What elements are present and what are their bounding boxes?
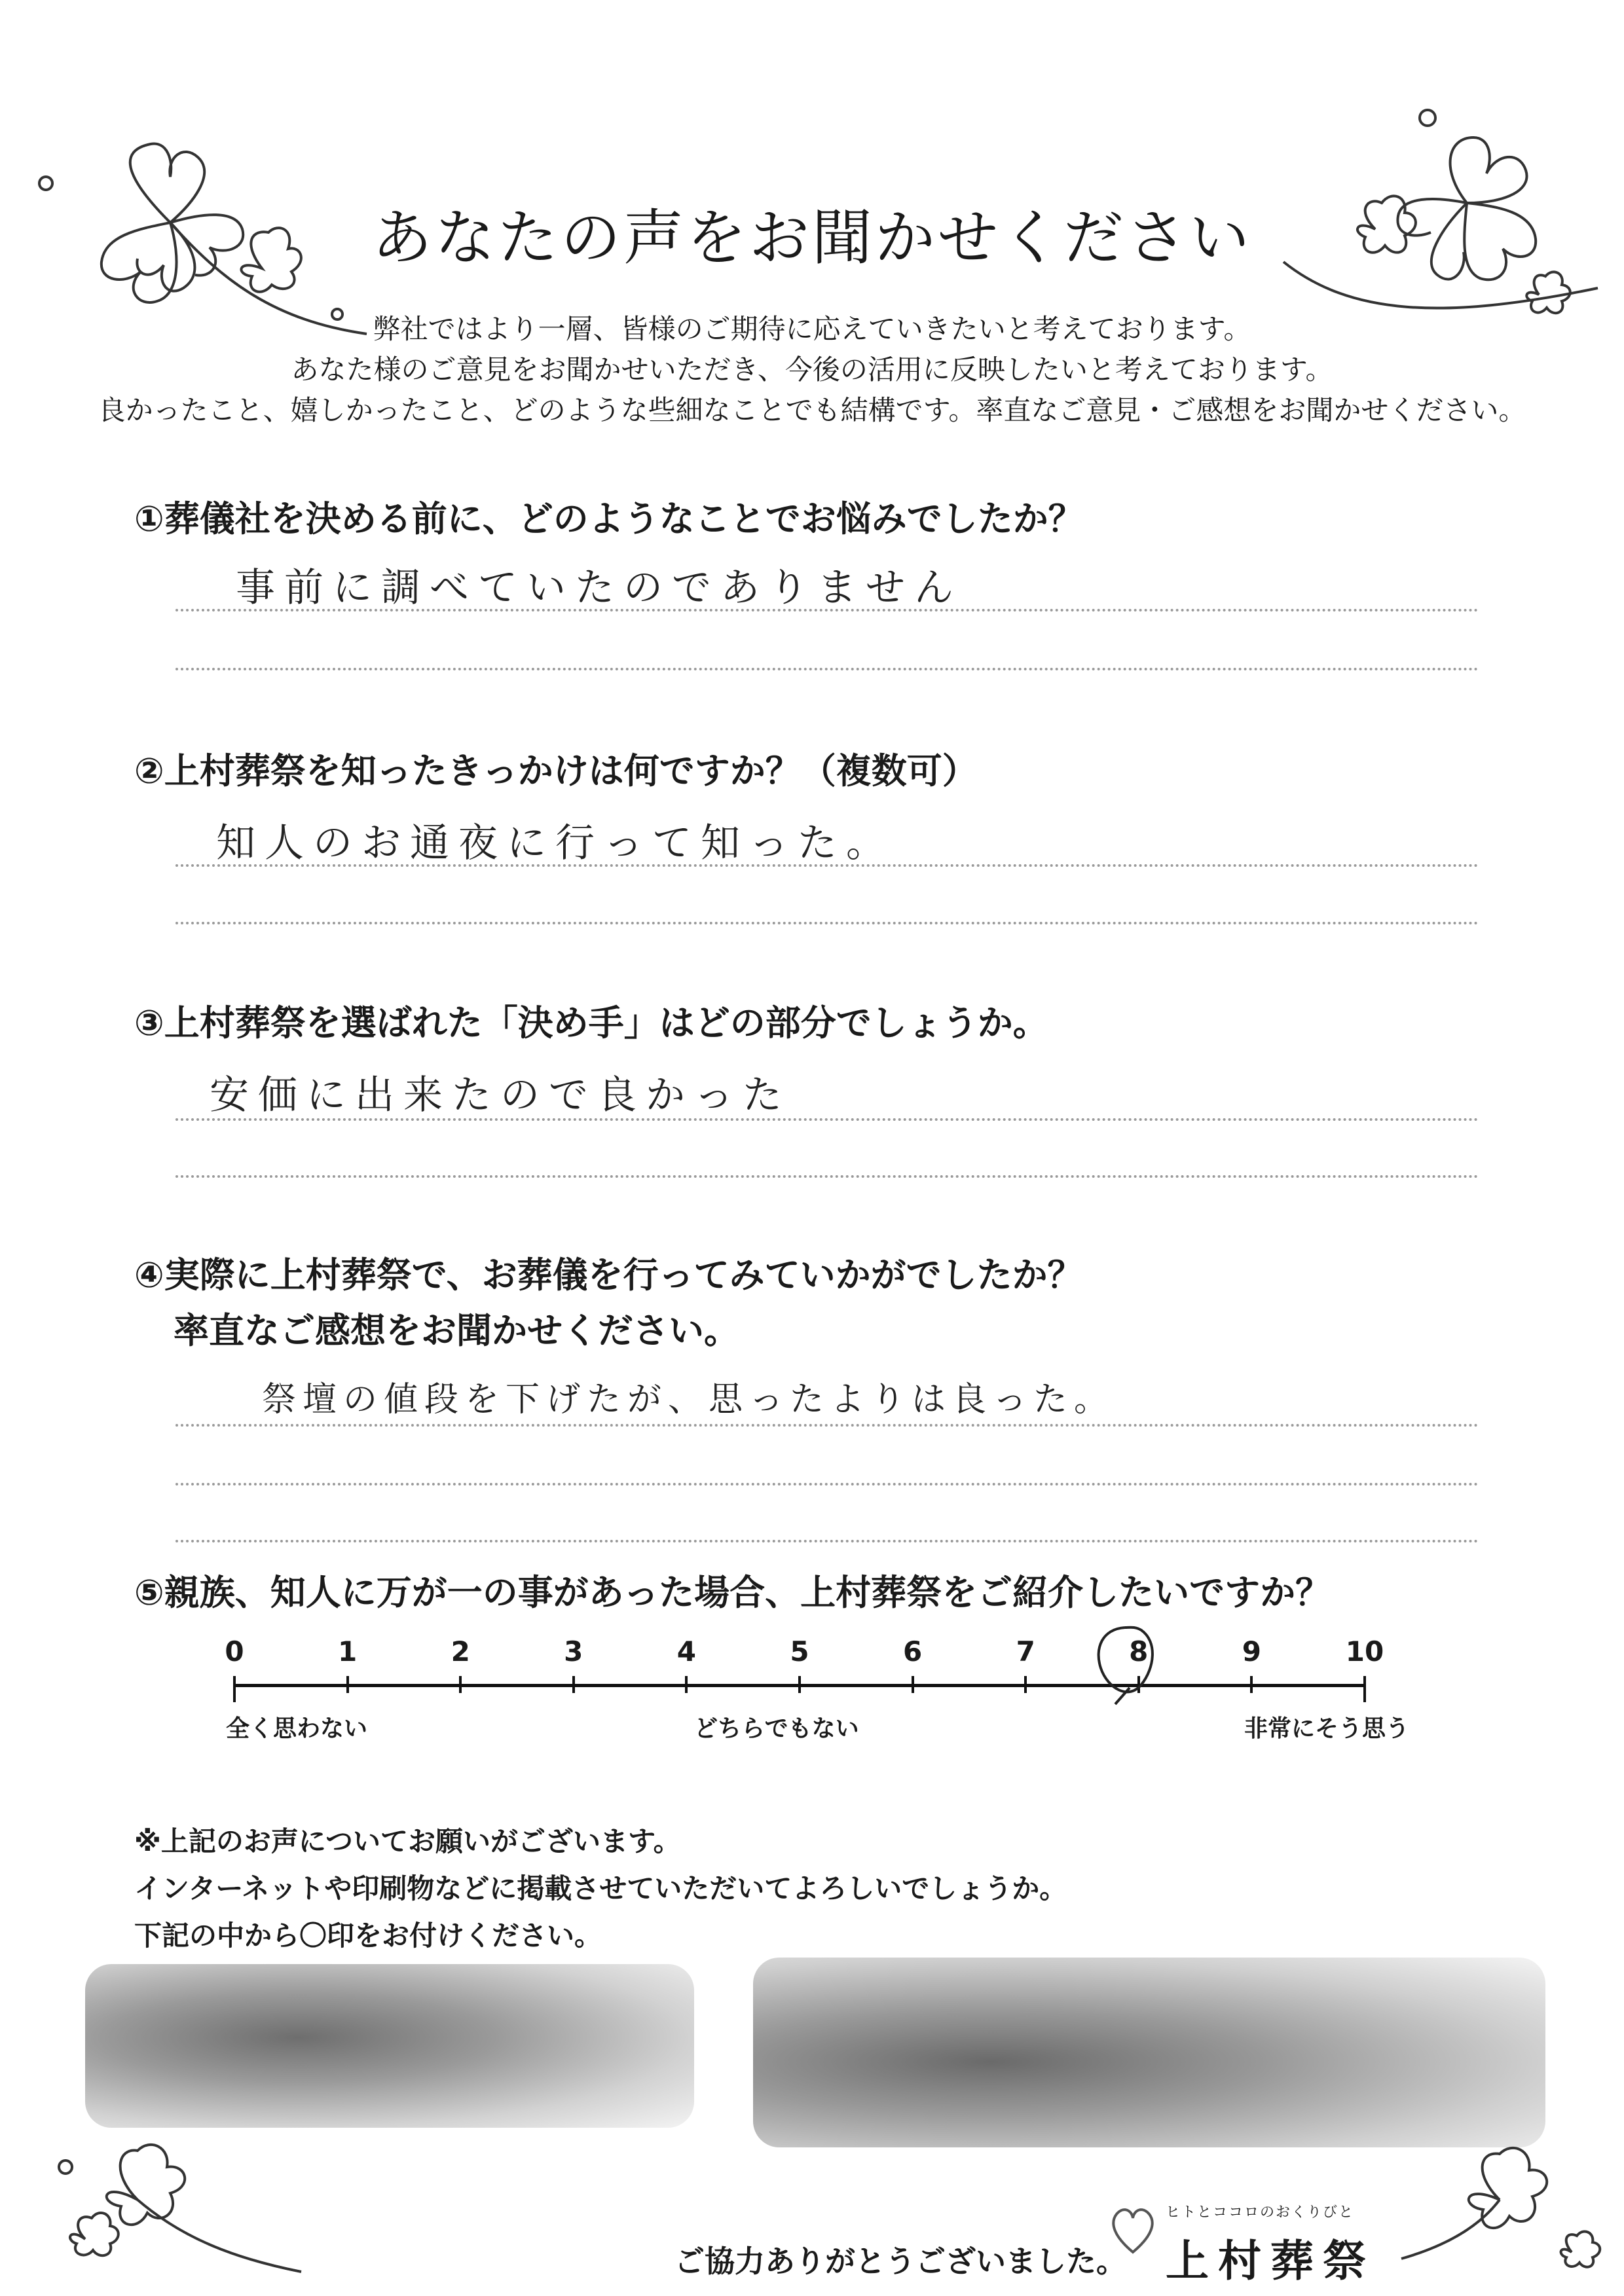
answer-1-handwritten: 事前に調べていたのでありません (236, 565, 963, 611)
scale-number-3: 3 (564, 1635, 583, 1667)
scale-tick (798, 1676, 801, 1693)
scale-number-2: 2 (451, 1635, 470, 1667)
note-line-2: インターネットや印刷物などに掲載させていただいてよろしいでしょうか。 (134, 1872, 1067, 1904)
scale-tick (1250, 1676, 1253, 1693)
answer-line (175, 1175, 1479, 1178)
company-tagline: ヒトとココロのおくりびと (1166, 2204, 1355, 2221)
scale-number-10: 10 (1345, 1635, 1384, 1667)
scale-tick (572, 1676, 575, 1693)
answer-4-handwritten: 祭壇の値段を下げたが、思ったよりは良った。 (262, 1380, 1115, 1419)
answer-line (175, 1540, 1479, 1542)
clover-decoration-bottom-right (1388, 2128, 1611, 2285)
intro-line-2: あなた様のご意見をお聞かせいただき、今後の活用に反映したいと考えております。 (291, 354, 1333, 386)
page-title: あなたの声をお聞かせください (371, 203, 1252, 273)
scale-number-4: 4 (676, 1635, 696, 1667)
clover-decoration-bottom-left (39, 2121, 314, 2285)
thanks-message: ご協力ありがとうございました。 (674, 2244, 1126, 2279)
question-4: ④実際に上村葬祭で、お葬儀を行ってみていかがでしたか？ (134, 1254, 1083, 1296)
answer-line (175, 864, 1479, 867)
answer-line (175, 1424, 1479, 1427)
scale-number-0: 0 (225, 1635, 244, 1667)
scale-number-6: 6 (902, 1635, 923, 1667)
scale-tick (912, 1676, 914, 1693)
question-5: ⑤親族、知人に万が一の事があった場合、上村葬祭をご紹介したいですか？ (134, 1572, 1331, 1613)
answer-2-handwritten: 知人のお通夜に行って知った。 (216, 820, 895, 866)
scale-label-right: 非常にそう思う (1244, 1715, 1410, 1742)
note-line-3: 下記の中から〇印をお付けください。 (134, 1920, 602, 1952)
answer-line (175, 668, 1479, 670)
scale-number-1: 1 (337, 1635, 358, 1667)
scale-tick (233, 1676, 236, 1702)
answer-line (175, 922, 1479, 924)
heart-logo-icon (1107, 2200, 1159, 2259)
scale-tick (346, 1676, 349, 1693)
redacted-area-right (753, 1958, 1545, 2147)
answer-line (175, 1483, 1479, 1485)
scale-number-9: 9 (1242, 1635, 1261, 1667)
question-1: ①葬儀社を決める前に、どのようなことでお悩みでしたか？ (134, 498, 1084, 539)
company-name: 上村葬祭 (1166, 2236, 1375, 2286)
answer-3-handwritten: 安価に出来たので良かった (210, 1072, 791, 1118)
scale-label-left: 全く思わない (226, 1715, 368, 1742)
answer-line (175, 609, 1479, 611)
question-2: ②上村葬祭を知ったきっかけは何ですか？（複数可） (134, 750, 978, 792)
selected-value-circle (1089, 1622, 1168, 1707)
scale-tick (1363, 1676, 1366, 1702)
question-4-line-2: 率直なご感想をお聞かせください。 (174, 1310, 739, 1351)
answer-line (175, 1118, 1479, 1121)
scale-number-7: 7 (1016, 1635, 1035, 1667)
scale-label-mid: どちらでもない (694, 1715, 859, 1742)
question-3: ③上村葬祭を選ばれた「決め手」はどの部分でしょうか。 (134, 1002, 1048, 1044)
scale-number-5: 5 (790, 1635, 809, 1667)
scale-tick (459, 1676, 462, 1693)
scale-tick (1024, 1676, 1027, 1693)
redacted-area-left (85, 1964, 694, 2128)
intro-line-3: 良かったこと、嬉しかったこと、どのような些細なことでも結構です。率直なご意見・ご感想をお聞かせください。 (98, 394, 1526, 426)
scale-number-8: 8 (1129, 1635, 1149, 1667)
intro-line-1: 弊社ではより一層、皆様のご期待に応えていきたいと考えております。 (373, 313, 1251, 345)
note-line-1: ※上記のお声についてお願いがございます。 (134, 1825, 681, 1857)
scale-tick (685, 1676, 688, 1693)
